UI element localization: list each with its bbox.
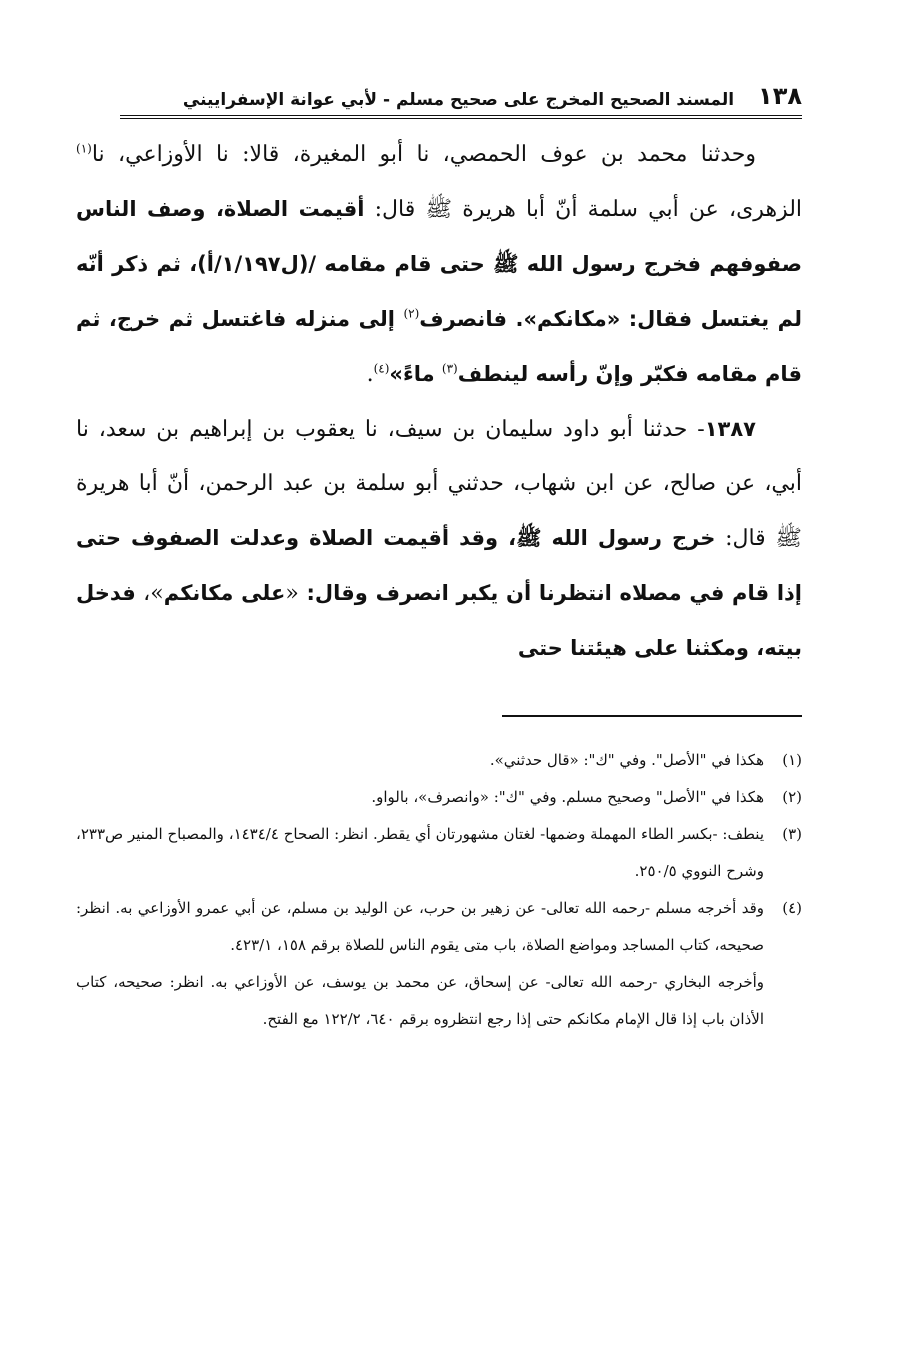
isnad-text: - حدثنا أبو داود سليمان بن سيف، نا يعقوب بن إبراهيم بن سعد، نا أبي، عن صالح، عن ابن شهاب، حدثني أبو سلمة بن عبد الرحمن، أنّ أبا هريرة ﷺ قال: (76, 417, 802, 551)
footnote-ref-1[interactable]: (١) (76, 141, 92, 156)
hadith-number: ١٣٨٧ (704, 417, 756, 441)
footnote-ref-4[interactable]: (٤) (373, 361, 390, 376)
header-divider (120, 115, 802, 119)
matn-text: إلى منزله فاغتسل ثم خرج، ثم قام مقامه فكبّر وإنّ رأسه لينطف (76, 307, 802, 386)
running-title: المسند الصحيح المخرج على صحيح مسلم - لأبي عوانة الإسفراييني (182, 90, 735, 110)
footnote-marker: (١) (782, 751, 802, 769)
text-segment: « (285, 581, 299, 606)
paragraph-hadith-1 (76, 128, 802, 402)
paragraph-hadith-1387 (76, 402, 802, 676)
footnote-marker: (٣) (782, 825, 802, 843)
text-segment: . (366, 362, 374, 387)
footnote-2 (76, 779, 802, 816)
text-segment: وحدثنا محمد بن عوف الحمصي، نا أبو المغيرة، قالا: نا الأوزاعي، نا (91, 142, 756, 167)
footnote-4 (76, 890, 802, 964)
footnote-3 (76, 816, 802, 890)
footnote-text: هكذا في "الأصل". وفي "ك": «قال حدثني». (489, 751, 764, 769)
page-number: ١٣٨ (758, 82, 802, 110)
footnote-ref-3[interactable]: (٣) (441, 361, 458, 376)
footnote-1 (76, 742, 802, 779)
matn-text: ماءً» (389, 362, 442, 386)
main-text (76, 128, 802, 676)
matn-text: أقيمت الصلاة، وصف الناس صفوفهم فخرج رسول الله ﷺ حتى قام مقامه /(ل١/١٩٧/أ)، ثم ذكر أنّه لم يغتسل فقال: «مكانكم». فانصرف (76, 197, 802, 331)
matn-text: خرج رسول الله ﷺ، وقد أقيمت الصلاة وعدلت الصفوف حتى إذا قام في مصلاه انتظرنا أن يكبر انصرف وقال: (76, 526, 802, 605)
footnote-marker: (٤) (782, 899, 802, 917)
footnote-ref-2[interactable]: (٢) (403, 306, 420, 321)
footnote-4-continued: وأخرجه البخاري -رحمه الله تعالى- عن إسحاق، عن محمد بن يوسف، عن الأوزاعي به. انظر: صحيحه، كتاب الأذان باب إذا قال الإمام مكانكم حتى إذا رجع انتظروه برقم ٦٤٠، ١٢٢/٢ مع الفتح. (76, 973, 764, 1028)
running-header (120, 70, 802, 110)
text-segment: »، (135, 581, 164, 606)
footnote-marker: (٢) (782, 788, 802, 806)
footnote-text: ينطف: -بكسر الطاء المهملة وضمها- لغتان مشهورتان أي يقطر. انظر: الصحاح ١٤٣٤/٤، والمصباح المنير ص٢٣٣، وشرح النووي ٢٥٠/٥. (76, 825, 764, 880)
matn-text: فدخل بيته، ومكثنا على هيئتنا حتى (76, 581, 802, 660)
footnotes (76, 742, 802, 1038)
text-segment: الزهرى، عن أبي سلمة أنّ أبا هريرة ﷺ قال: (364, 197, 803, 222)
footnote-text: وقد أخرجه مسلم -رحمه الله تعالى- عن زهير بن حرب، عن الوليد بن مسلم، عن أبي عمرو الأوزاعي به. انظر: صحيحه، كتاب المساجد ومواضع الصلاة، باب متى يقوم الناس للصلاة برقم ١٥٨، ٤٢٣/١. (76, 899, 764, 954)
footnote-text: هكذا في "الأصل" وصحيح مسلم. وفي "ك": «وانصرف»، بالواو. (371, 788, 764, 806)
matn-text: على مكانكم (163, 581, 286, 605)
footnote-divider (502, 715, 802, 717)
